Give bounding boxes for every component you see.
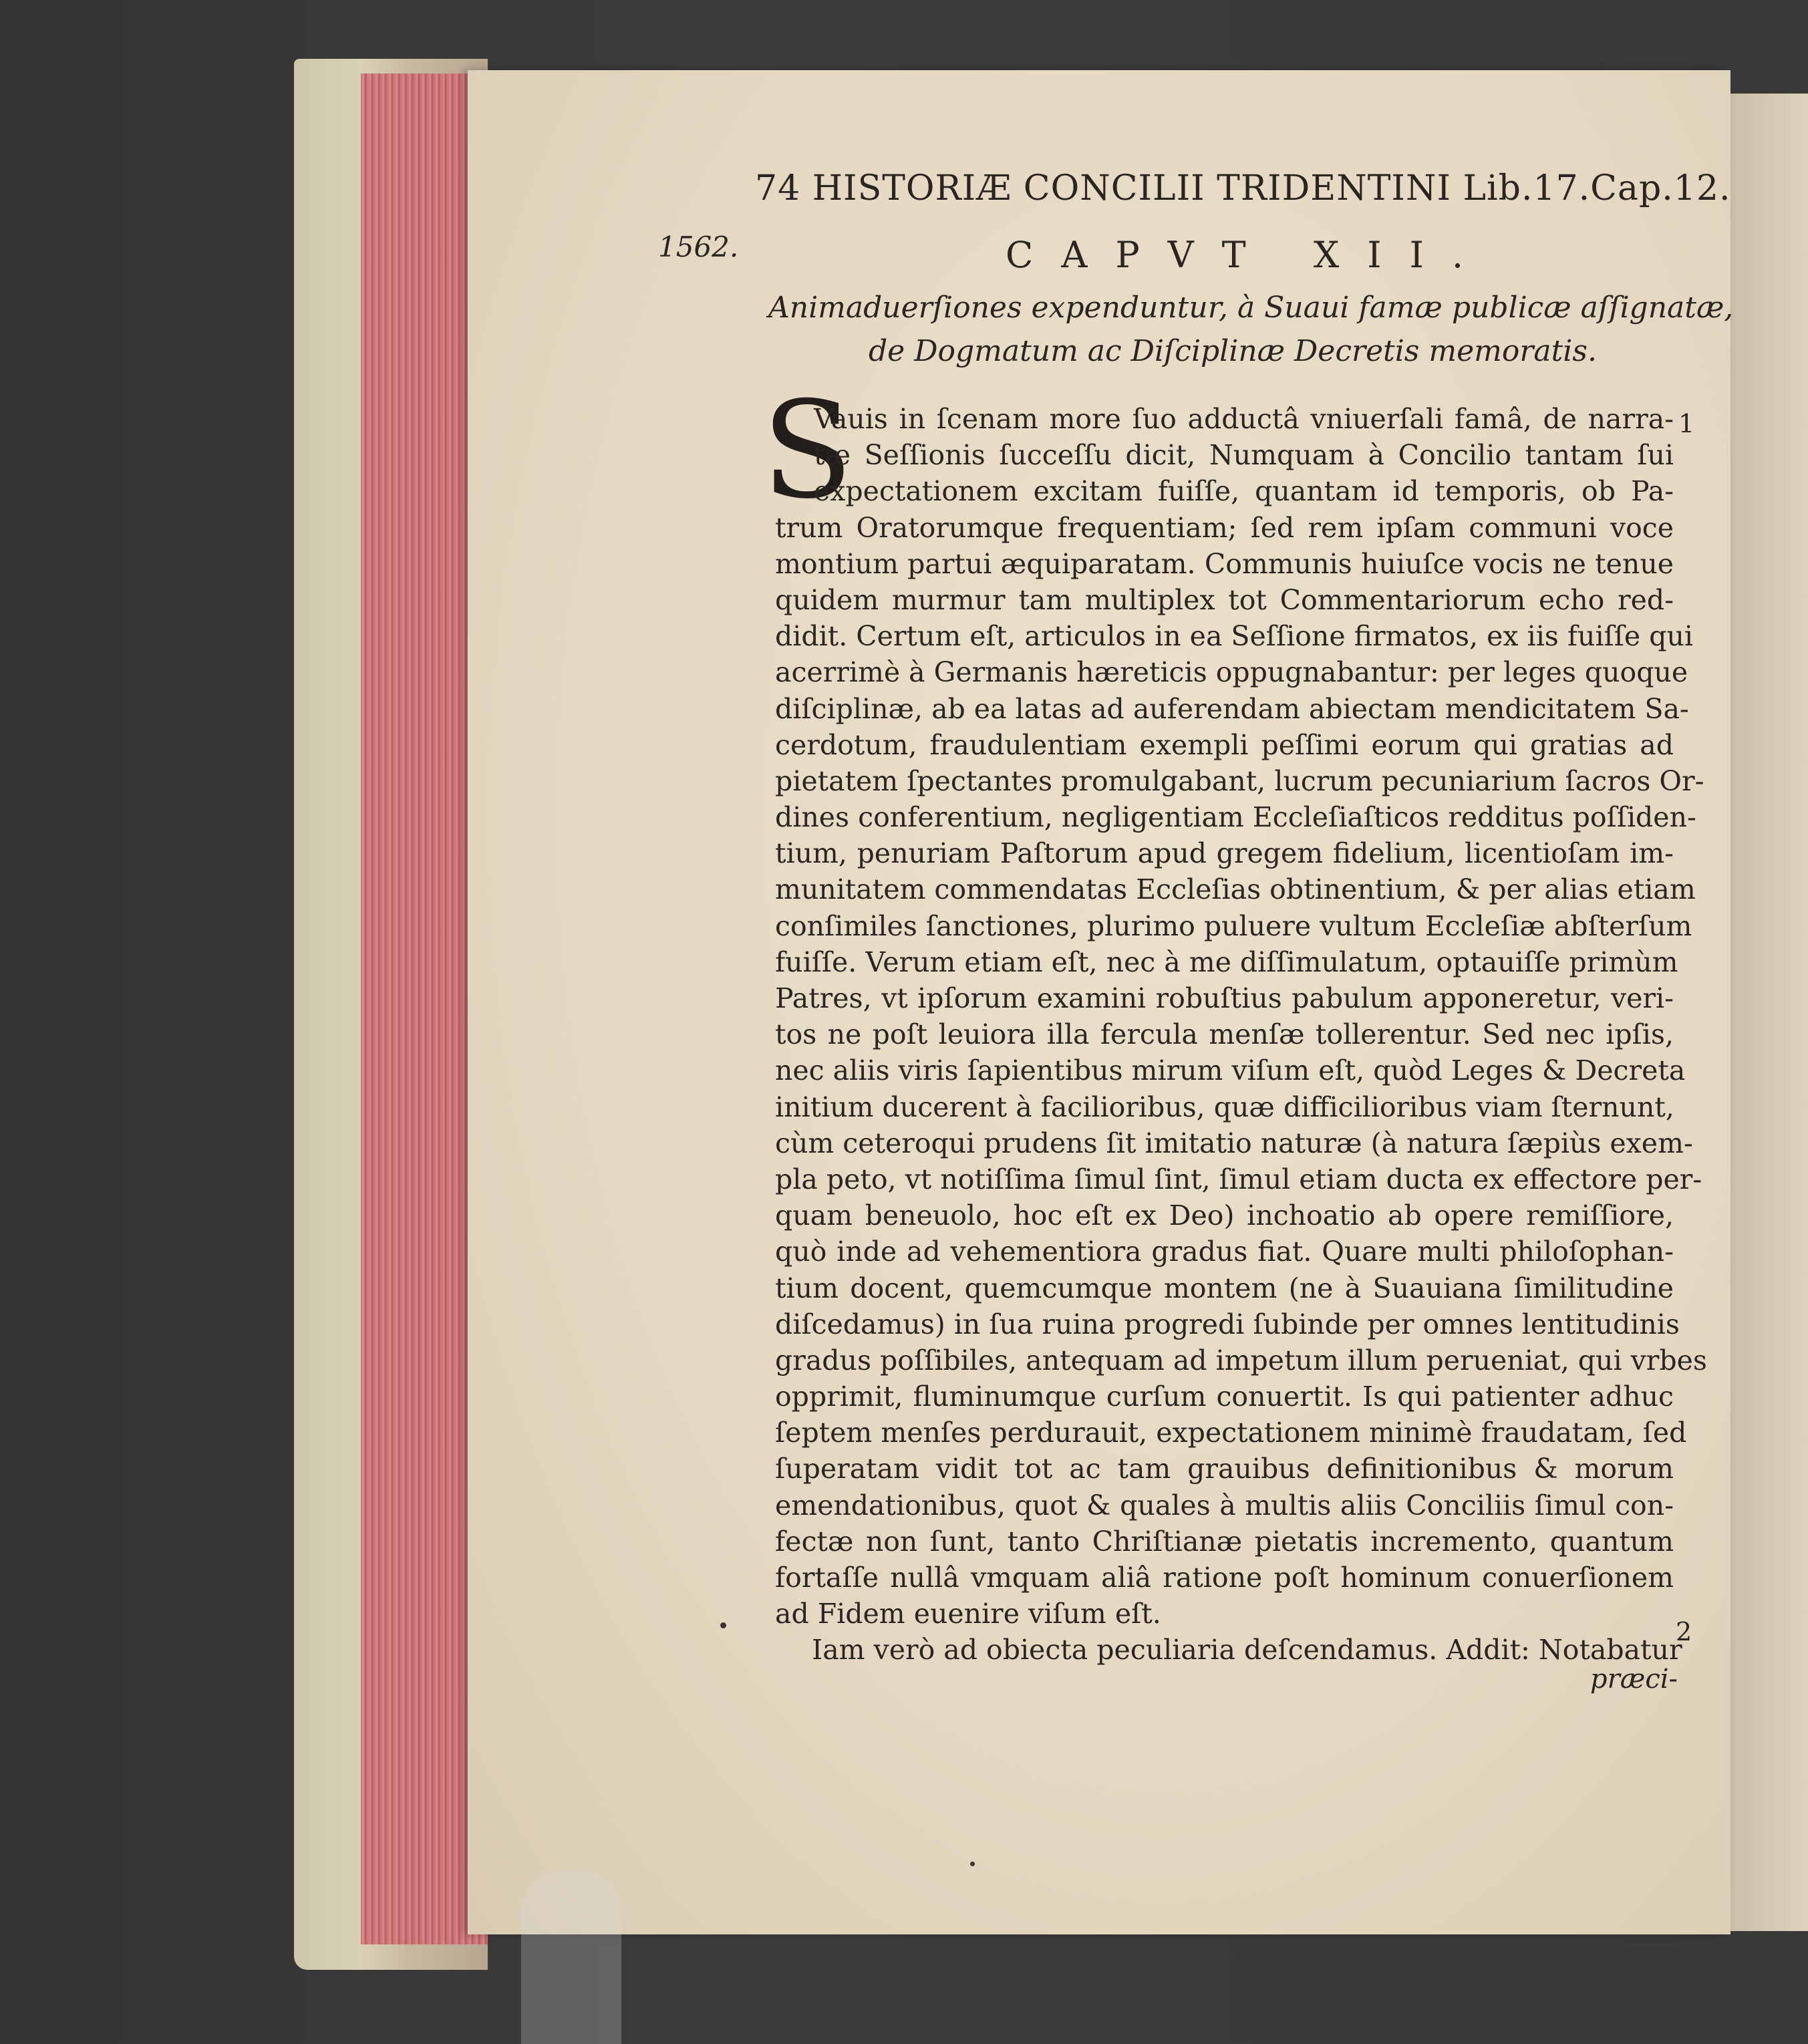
text-line: tos ne poſt leuiora illa fercula menſæ tollerentur. Sed nec ipſis, xyxy=(775,1018,1674,1051)
text-line: pla peto, vt notiſſima ſimul ſint, ſimul etiam ducta ex effectore per- xyxy=(775,1163,1702,1195)
book-stand xyxy=(521,1871,621,2044)
text-line: trum Oratorumque frequentiam; ſed rem ipſam communi voce xyxy=(775,511,1674,544)
chapter-summary-line-2: de Dogmatum ac Diſciplinæ Decretis memoratis. xyxy=(869,334,1597,368)
chapter-summary-line-1: Animaduerſiones expenduntur, à Suaui famæ publicæ aſſignatæ, xyxy=(768,291,1734,325)
text-line: nec aliis viris ſapientibus mirum viſum eſt, quòd Leges & Decreta xyxy=(775,1054,1686,1087)
text-line: fectæ non ſunt, tanto Chriſtianæ pietatis incremento, quantum xyxy=(775,1525,1674,1558)
text-line: quidem murmur tam multiplex tot Commentariorum echo red- xyxy=(775,583,1674,616)
text-line: ſeptem menſes perdurauit, expectationem minimè fraudatam, ſed xyxy=(775,1417,1687,1449)
text-line: dines conferentium, negligentiam Eccleſiaſticos redditus poſſiden- xyxy=(775,801,1696,834)
facing-page-edge xyxy=(1730,94,1808,1931)
text-line: cùm ceteroqui prudens ſit imitatio naturæ (à natura ſæpiùs exem- xyxy=(775,1127,1693,1159)
text-line: Vauis in ſcenam more ſuo adductâ vniuerſali famâ, de narra- xyxy=(814,403,1674,435)
text-line: tium, penuriam Paſtorum apud gregem fidelium, licentioſam im- xyxy=(775,837,1674,870)
chapter-heading: CAPVT XII. xyxy=(1006,234,1492,276)
text-line: acerrimè à Germanis hæreticis oppugnabantur: per leges quoque xyxy=(775,656,1688,689)
text-line: munitatem commendatas Eccleſias obtinentium, & per alias etiam xyxy=(775,873,1696,906)
text-line: conſimiles ſanctiones, plurimo puluere vultum Eccleſiæ abſterſum xyxy=(775,909,1692,942)
text-line: Iam verò ad obiecta peculiaria deſcendamus. Addit: Notabatur xyxy=(812,1634,1682,1666)
catchword: præci- xyxy=(1590,1664,1678,1695)
marginal-number: 2 xyxy=(1676,1617,1692,1646)
text-line: ſuperatam vidit tot ac tam grauibus definitionibus & morum xyxy=(775,1453,1674,1485)
body-text xyxy=(775,401,1707,1668)
text-line: emendationibus, quot & quales à multis aliis Conciliis ſimul con- xyxy=(775,1489,1674,1521)
drop-capital: S xyxy=(762,373,854,529)
text-line: diſciplinæ, ab ea latas ad auferendam abiectam mendicitatem Sa- xyxy=(775,692,1689,725)
marginal-number: 1 xyxy=(1678,409,1695,438)
text-line: cerdotum, fraudulentiam exempli peſſimi eorum qui gratias ad xyxy=(775,728,1674,761)
ink-mark xyxy=(970,1862,975,1866)
text-line: expectationem excitam fuiſſe, quantam id temporis, ob Pa- xyxy=(814,475,1674,508)
text-line: quam beneuolo, hoc eſt ex Deo) inchoatio ab opere remiſſiore, xyxy=(775,1199,1674,1232)
text-line: tæ Seſſionis ſucceſſu dicit, Numquam à Concilio tantam ſui xyxy=(814,439,1674,472)
text-line: Patres, vt ipſorum examini robuſtius pabulum apponeretur, veri- xyxy=(775,982,1674,1014)
ink-mark xyxy=(720,1622,726,1628)
text-line: montium partui æquiparatam. Communis huiuſce vocis ne tenue xyxy=(775,547,1674,580)
text-line: tium docent, quemcumque montem (ne à Suauiana ſimilitudine xyxy=(775,1272,1674,1304)
running-title: 74 HISTORIÆ CONCILII TRIDENTINI Lib.17.Cap.12. xyxy=(755,168,1731,208)
text-line: initium ducerent à facilioribus, quæ difficilioribus viam ſternunt, xyxy=(775,1090,1674,1123)
text-line: fortaſſe nullâ vmquam aliâ ratione poſt hominum conuerſionem xyxy=(775,1562,1674,1594)
text-line: fuiſſe. Verum etiam eſt, nec à me diſſimulatum, optauiſſe primùm xyxy=(775,945,1678,978)
text-line: quò inde ad vehementiora gradus fiat. Quare multi philoſophan- xyxy=(775,1235,1674,1268)
text-line: ad Fidem euenire viſum eſt. xyxy=(775,1598,1161,1630)
text-line: diſcedamus) in ſua ruina progredi ſubinde per omnes lentitudinis xyxy=(775,1308,1680,1340)
text-line: gradus poſſibiles, antequam ad impetum illum perueniat, qui vrbes xyxy=(775,1344,1707,1376)
text-line: opprimit, fluminumque curſum conuertit. Is qui patienter adhuc xyxy=(775,1380,1674,1413)
text-line: didit. Certum eſt, articulos in ea Seſſione firmatos, ex iis fuiſſe qui xyxy=(775,620,1693,653)
year-marginal: 1562. xyxy=(658,231,739,263)
text-line: pietatem ſpectantes promulgabant, lucrum pecuniarium ſacros Or- xyxy=(775,764,1704,797)
